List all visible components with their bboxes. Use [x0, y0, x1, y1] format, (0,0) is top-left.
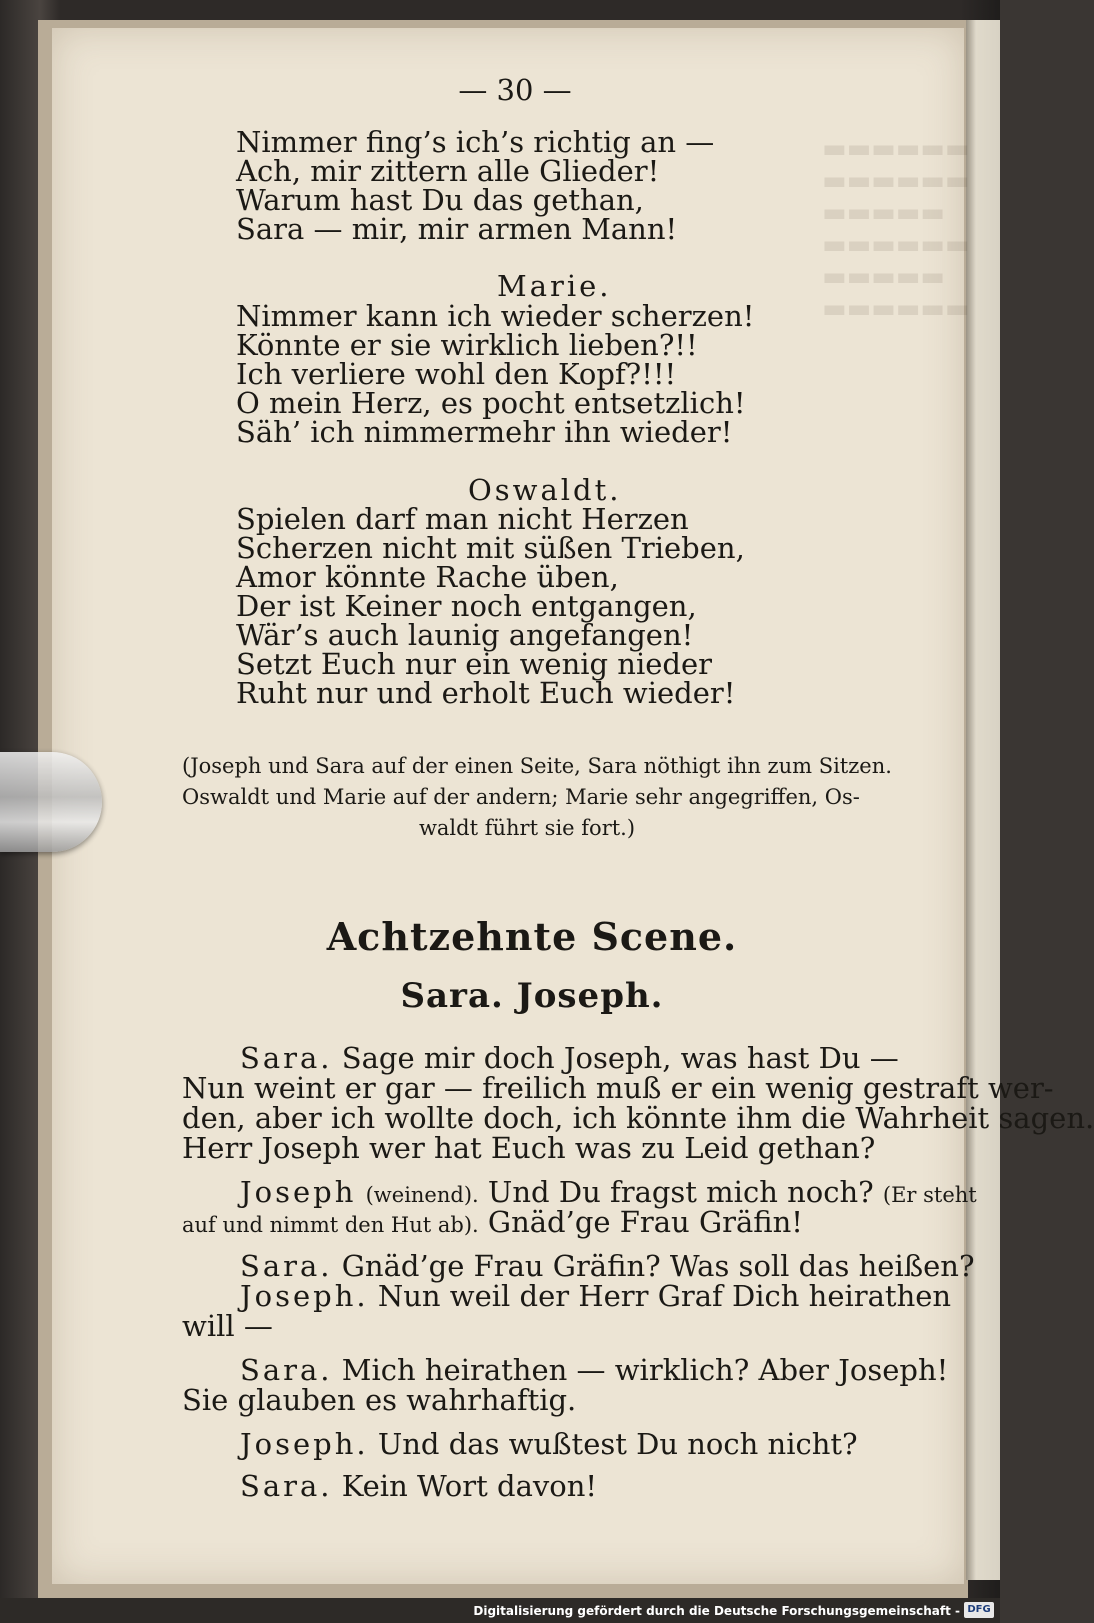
verse-line: Nimmer kann ich wieder scherzen! — [236, 299, 755, 333]
stage-direction-line: Oswaldt und Marie auf der andern; Marie sehr angegriffen, Os- — [182, 785, 860, 809]
stage-note: (Er steht — [882, 1183, 977, 1207]
verse-line: Amor könnte Rache üben, — [236, 560, 619, 594]
dialogue-line: Nun weint er gar — freilich muß er ein wenig gestraft wer- — [182, 1071, 1054, 1105]
verse-line: Der ist Keiner noch entgangen, — [236, 589, 697, 623]
verse-line: Ruht nur und erholt Euch wieder! — [236, 676, 736, 710]
stage-note: (weinend). — [365, 1183, 479, 1207]
speaker-name: Joseph. — [240, 1427, 369, 1461]
verse-line: Ach, mir zittern alle Glieder! — [236, 154, 660, 188]
dialogue-text: Gnäd’ge Frau Gräfin! — [487, 1205, 803, 1239]
verse-line: O mein Herz, es pocht entsetzlich! — [236, 386, 746, 420]
dialogue-line — [240, 1469, 598, 1503]
verse-line: Könnte er sie wirklich lieben?!! — [236, 328, 698, 362]
verse-line: Sara — mir, mir armen Mann! — [236, 212, 678, 246]
dialogue-text: Und das wußtest Du noch nicht? — [377, 1427, 858, 1461]
speaker-name: Joseph — [240, 1175, 357, 1209]
speaker-name: Sara. — [240, 1469, 333, 1503]
dialogue-line: Sie glauben es wahrhaftig. — [182, 1383, 577, 1417]
dialogue-text: Gnäd’ge Frau Gräfin? Was soll das heißen? — [341, 1249, 975, 1283]
verse-line: Wär’s auch launig angefangen! — [236, 618, 694, 652]
show-through: ▬▬▬▬▬▬ ▬▬▬▬▬▬ ▬▬▬▬▬ ▬▬▬▬▬▬ ▬▬▬▬▬ ▬▬▬▬▬▬ — [822, 134, 970, 324]
verse-line: Ich verliere wohl den Kopf?!!! — [236, 357, 677, 391]
verse-line: Setzt Euch nur ein wenig nieder — [236, 647, 713, 681]
dialogue-line: den, aber ich wollte doch, ich könnte ihm die Wahrheit sagen. — [182, 1101, 1094, 1135]
dialogue-text: Sage mir doch Joseph, was hast Du — — [341, 1041, 899, 1075]
footer-credit: Digitalisierung gefördert durch die Deutsche Forschungsgemeinschaft - — [473, 1604, 960, 1618]
dialogue-line — [240, 1353, 949, 1387]
verse-line: Warum hast Du das gethan, — [236, 183, 644, 217]
speaker-oswaldt: Oswaldt. — [468, 473, 622, 507]
dialogue-line — [240, 1427, 858, 1461]
next-page-edge — [966, 20, 1000, 1580]
dialogue-text: Und Du fragst mich noch? — [487, 1175, 874, 1209]
dialogue-line — [240, 1041, 899, 1075]
page-number: — 30 — — [458, 73, 572, 107]
verse-line: Säh’ ich nimmermehr ihn wieder! — [236, 415, 733, 449]
verse-line: Scherzen nicht mit süßen Trieben, — [236, 531, 745, 565]
dialogue-text: Mich heirathen — wirklich? Aber Joseph! — [341, 1353, 949, 1387]
dialogue-text: Kein Wort davon! — [341, 1469, 598, 1503]
stage-direction-line: waldt führt sie fort.) — [418, 816, 636, 840]
dialogue-line: Herr Joseph wer hat Euch was zu Leid gethan? — [182, 1131, 876, 1165]
dialogue-line — [240, 1279, 952, 1313]
scene-heading: Achtzehnte Scene. — [326, 914, 738, 959]
verse-line: Spielen darf man nicht Herzen — [236, 502, 689, 536]
dialogue-line: will — — [182, 1309, 273, 1343]
dialogue-line — [240, 1249, 975, 1283]
speaker-name: Joseph. — [240, 1279, 369, 1313]
speaker-name: Sara. — [240, 1353, 333, 1387]
stage-note: auf und nimmt den Hut ab). — [182, 1213, 479, 1237]
dfg-logo: DFG — [964, 1602, 994, 1618]
speaker-name: Sara. — [240, 1249, 333, 1283]
dialogue-line — [182, 1205, 803, 1240]
stage-direction-line: (Joseph und Sara auf der einen Seite, Sara nöthigt ihn zum Sitzen. — [182, 754, 892, 778]
verse-line: Nimmer fing’s ich’s richtig an — — [236, 125, 715, 159]
speaker-name: Sara. — [240, 1041, 333, 1075]
dialogue-text: Nun weil der Herr Graf Dich heirathen — [377, 1279, 952, 1313]
scene-characters: Sara. Joseph. — [400, 976, 664, 1016]
speaker-marie: Marie. — [497, 269, 612, 303]
binder-clip — [0, 752, 102, 852]
